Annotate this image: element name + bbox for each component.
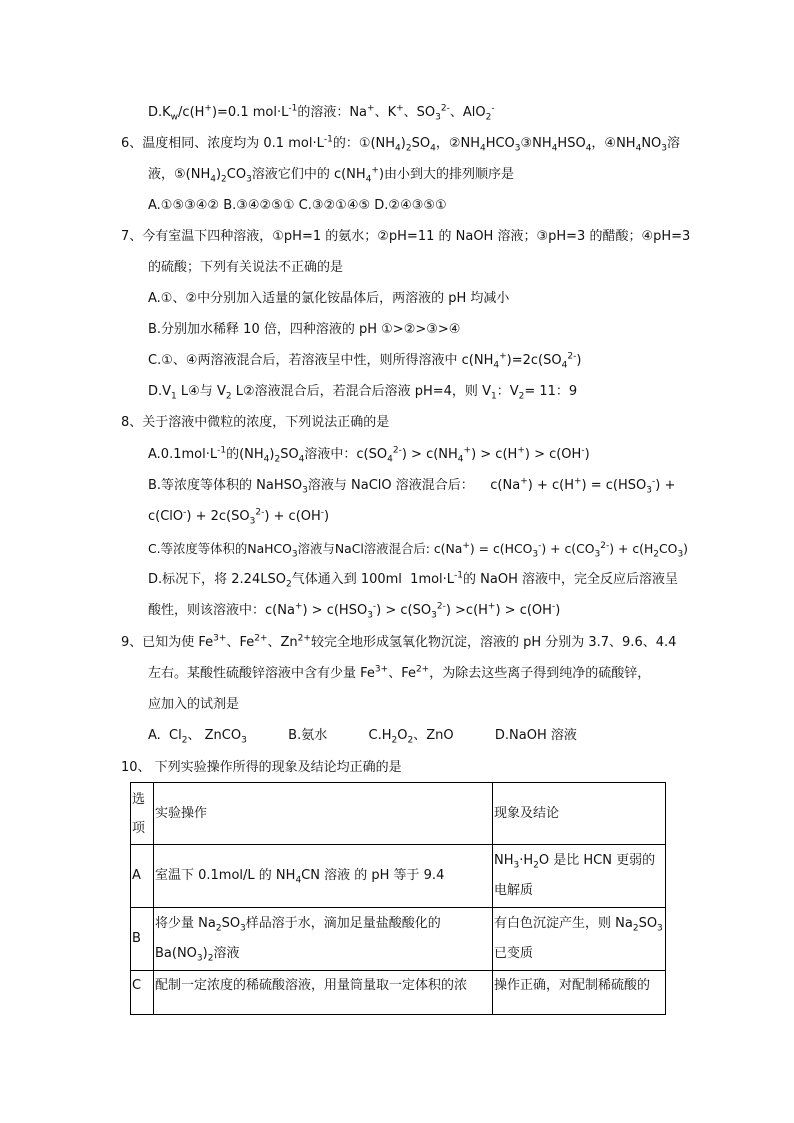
q6-stem-line1: 6、温度相同、浓度均为 0.1 $mol\cdot L^{-1}$的：$①(NH_4)_2SO_4$，$②NH_4HCO_3③NH_4HSO_4$，$④NH_4NO_3$溶 [121,134,681,154]
q8-option-a: $A.0.1mol\cdot L^{-1}$的$(NH_4)_2SO_4$溶液中：$c(SO_4^{2-}) > c(NH_4^+) > c(H^+) > c(OH^-)$ [148,445,590,465]
q8-option-b-line1: B.等浓度等体积的 NaHSO$_3$溶液与 NaClO 溶液混合后： $c(Na^+) + c(H^+) = c(HSO_3^-)$ + [148,476,676,496]
q8-stem: 8、关于溶液中微粒的浓度，下列说法正确的是 [121,415,390,430]
q8-option-c: C.等浓度等体积的NaHCO$_3$溶液与NaCl溶液混合后: $c(Na^+) = c(HCO_3^-) + c(CO_3^{2-}) + c(H_2CO_3)$ [148,540,689,560]
row-result: 有白色沉淀产生，则 $Na_2SO_3$已变质 [493,908,666,971]
table-row [131,845,666,908]
header-operation: 实验操作 [154,783,493,845]
header-option: 选 项 [131,783,154,845]
row-option: A [131,845,154,908]
q9-options: A. $Cl_2$、 ZnCO$_3$ B.氨水 $C.H_2O_2$、ZnO D.NaOH 溶液 [148,728,577,746]
row-operation: 将少量 $Na_2SO_3$样品溶于水，滴加足量盐酸酸化的 $Ba(NO_3)_2$溶液 [154,908,493,971]
q7-option-b: B.分别加水稀释 10 倍，四种溶液的 pH ①>②>③>④ [148,322,461,337]
row-result: $NH_3\cdot H_2O$ 是比 HCN 更弱的电解质 [493,845,666,908]
q7-option-d: $D.V_1$ L④与 $V_2$ L②溶液混合后，若混合后溶液 pH=4，则 $V_1$：$V_2= 11$：9 [148,384,578,402]
q10-stem: 10、 下列实验操作所得的现象及结论均正确的是 [121,760,402,775]
q7-stem-line2: 的硫酸；下列有关说法不正确的是 [148,260,344,275]
q9-stem-line1: 9、已知为使 $Fe^{3+}$、$Fe^{2+}$、$Zn^{2+}$较完全地形成氢氧化物沉淀，溶液的 pH 分别为 3.7、9.6、4.4 [121,633,677,650]
row-operation: 室温下 0.1mol/L 的 $NH_4CN$ 溶液 的 pH 等于 9.4 [154,845,493,908]
q5-option-d: $D.K_w/c(H^+)=0.1$ $mol\cdot L^{-1}$的溶液：Na+、K+、$SO_3^{2-}$、AlO$_2$- [148,103,495,123]
q9-stem-line3: 应加入的试剂是 [148,697,240,712]
q6-options: A.①⑤③④② B.③④②⑤① C.③②①④⑤ D.②④③⑤① [148,198,447,213]
q7-stem-line1: 7、今有室温下四种溶液，①pH=1 的氨水；②pH=11 的 NaOH 溶液；③pH=3 的醋酸；④pH=3 [121,229,691,244]
q8-option-d-line1: D.标况下，将 $2.24LSO_2$气体通入到 100ml $1mol\cdot L^{-1}$的 NaOH 溶液中，完全反应后溶液呈 [148,570,679,590]
header-result: 现象及结论 [493,783,666,845]
q8-option-b-line2: $c(ClO^-) + 2c(SO_3^{2-}) + c(OH^-)$ [148,507,330,527]
q8-option-d-line2: 酸性，则该溶液中：$c(Na^+) > c(HSO_3^-) > c(SO_3^{2-}) >c(H^+) > c(OH^-)$ [148,601,561,621]
row-result: 操作正确，对配制稀硫酸的 [493,971,666,1015]
q7-option-a: A.①、②中分别加入适量的氯化铵晶体后，两溶液的 pH 均减小 [148,291,510,306]
table-row [131,971,666,1015]
row-option: C [131,971,154,1015]
q7-option-c: C.①、④两溶液混合后，若溶液呈中性，则所得溶液中 $c(NH_4^+)=2c(SO_4^{2-})$ [148,351,582,371]
table-header-row [131,783,666,845]
q10-table [130,782,666,1015]
row-option: B [131,908,154,971]
row-operation: 配制一定浓度的稀硫酸溶液，用量筒量取一定体积的浓 [154,971,493,1015]
table-row [131,908,666,971]
q6-stem-line2: 液，$⑤(NH_4)_2CO_3$溶液它们中的 $c(NH_4^+)$由小到大的排列顺序是 [148,165,515,185]
q9-stem-line2: 左右。某酸性硫酸锌溶液中含有少量 $Fe^{3+}$、$Fe^{2+}$，为除去这些离子得到纯净的硫酸锌， [148,664,651,681]
